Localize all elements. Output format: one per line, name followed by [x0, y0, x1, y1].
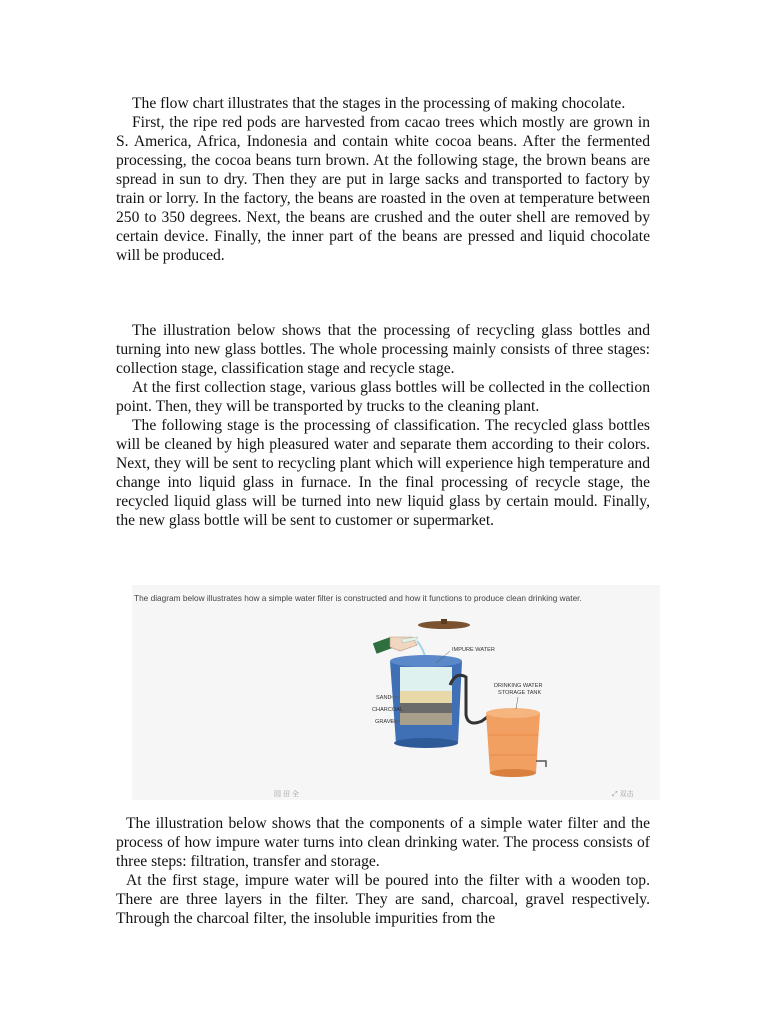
- water-filter-essay: [116, 814, 650, 928]
- paragraph: The illustration below shows that the components of a simple water filter and the process of how impure water turns into clean drinking water. The process consists of three steps: filtration, transfer and storage.: [116, 815, 650, 870]
- paragraph: At the first stage, impure water will be poured into the filter with a wooden top. There are three layers in the filter. They are sand, charcoal, gravel respectively. Through the charcoal filter, the insoluble impurities from the: [116, 872, 650, 927]
- storage-tank-label-line1: DRINKING WATER: [494, 683, 543, 689]
- paragraph: The following stage is the processing of classification. The recycled glass bottles will be cleaned by high pleasured water and separate them according to their colors. Next, they will be sent to recycling plant which will experience high temperature and change into liquid glass in furnace. In the final processing of recycle stage, the recycled liquid glass will be turned into new liquid glass by certain mould. Finally, the new glass bottle will be sent to customer or supermarket.: [116, 417, 650, 529]
- storage-tank: [486, 708, 546, 777]
- charcoal-label: CHARCOAL: [372, 707, 404, 713]
- filter-barrel: [390, 655, 462, 748]
- glass-recycling-essay: [116, 321, 650, 530]
- paragraph: At the first collection stage, various glass bottles will be collected in the collection point. Then, they will be transported by trucks to the cleaning plant.: [116, 379, 650, 415]
- lid-knob: [441, 619, 447, 624]
- figure-footer-left: 园 田 全: [274, 791, 299, 798]
- gravel-layer: [400, 713, 452, 725]
- hand-pouring-icon: [373, 637, 418, 654]
- paragraph: The flow chart illustrates that the stages in the processing of making chocolate.: [132, 95, 626, 112]
- figure-caption: The diagram below illustrates how a simple water filter is constructed and how it functions to produce clean drinking water.: [134, 593, 582, 603]
- pointer-line: [516, 697, 518, 709]
- sand-label: SAND: [376, 695, 392, 701]
- charcoal-layer: [400, 703, 452, 713]
- storage-tank-label-line2: STORAGE TANK: [498, 690, 542, 696]
- chocolate-essay: [116, 94, 650, 265]
- sand-layer: [400, 691, 452, 703]
- paragraph: First, the ripe red pods are harvested from cacao trees which mostly are grown in S. America, Africa, Indonesia and contain white cocoa beans. After the fermented processing, the cocoa beans turn brown. At the following stage, the brown beans are spread in sun to dry. Then they are put in large sacks and transported to factory by train or lorry. In the factory, the beans are roasted in the oven at temperature between 250 to 350 degrees. Next, the beans are crushed and the outer shell are removed by certain device. Finally, the inner part of the beans are pressed and liquid chocolate will be produced.: [116, 114, 650, 264]
- tap-icon: [536, 761, 546, 767]
- gravel-label: GRAVEL: [375, 719, 398, 725]
- figure-footer-right: ⤢ 双击: [612, 791, 634, 798]
- water-filter-figure: [132, 585, 660, 800]
- paragraph: The illustration below shows that the processing of recycling glass bottles and turning into new glass bottles. The whole processing mainly consists of three stages: collection stage, classification stage and recycle stage.: [116, 322, 650, 377]
- water-filter-diagram: [132, 585, 660, 800]
- impure-water-label: IMPURE WATER: [452, 647, 495, 653]
